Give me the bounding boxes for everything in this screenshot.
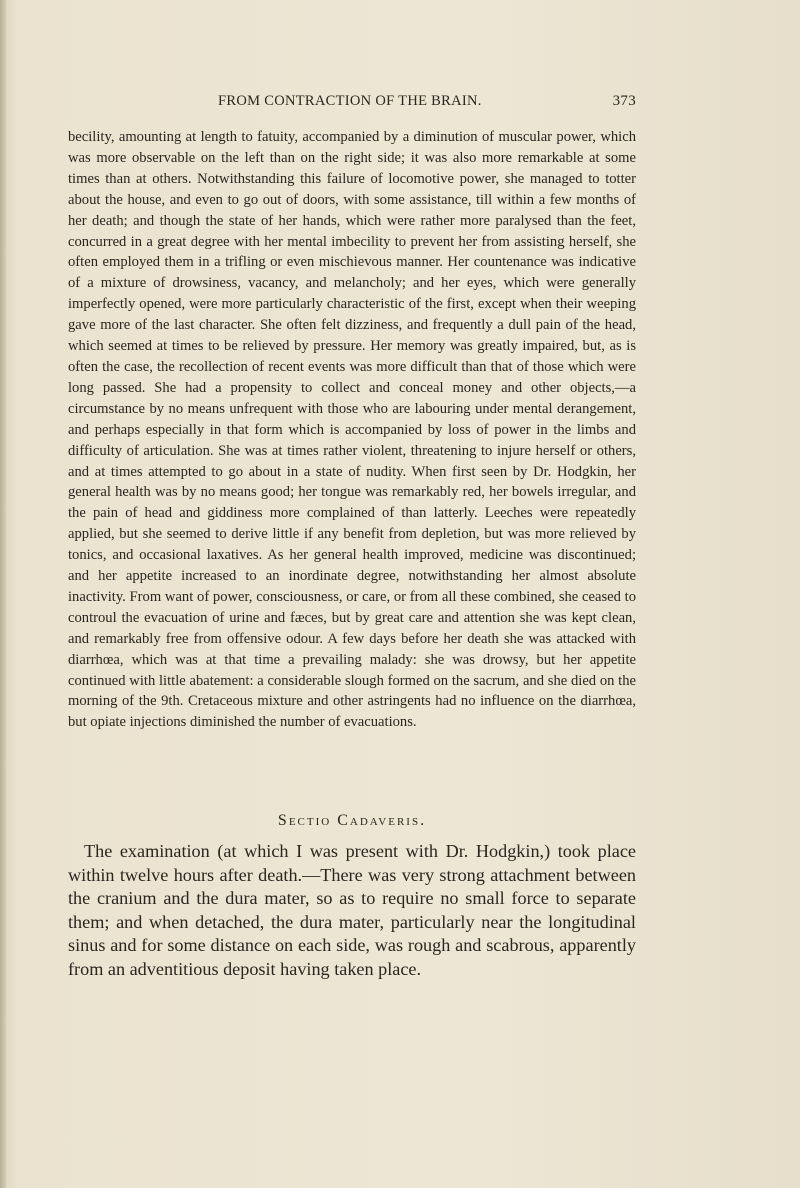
main-text-block (68, 127, 636, 733)
page-gutter-shadow (0, 0, 6, 1188)
running-title: FROM CONTRACTION OF THE BRAIN. (218, 93, 482, 109)
examination-paragraph: The examination (at which I was present with Dr. Hodgkin,) took place within twelve hours after death.—There was very strong attachment between the cranium and the dura mater, so as to require no small force to separate them; and when detached, the dura mater, particularly near the longitudinal sinus and for some distance on each side, was rough and scabrous, apparently from an adventitious deposit having taken place. (68, 841, 636, 979)
page-number: 373 (612, 93, 636, 109)
examination-text-block (68, 840, 636, 982)
section-heading: Sectio Cadaveris. (277, 812, 427, 829)
page-header (68, 93, 636, 115)
case-history-paragraph: becility, amounting at length to fatuity, accompanied by a diminution of muscular power, which was more observable on the left than on the right side; it was also more remarkable at some times than at others. Notwithstanding this failure of locomotive power, she managed to totter about the house, and even to go out of doors, with some assistance, till within a few months of her death; and though the state of her hands, which were rather more paralysed than the feet, concurred in a great degree with her mental imbecility to prevent her from assisting herself, she often employed them in a trifling or even mischievous manner. Her countenance was indicative of a mixture of drowsiness, vacancy, and melancholy; and her eyes, which were generally imperfectly opened, were more particularly characteristic of the first, except when their weeping gave more of the last character. She often felt dizziness, and frequently a dull pain of the head, which seemed at times to be relieved by pressure. Her memory was greatly impaired, but, as is often the case, the recollection of recent events was more difficult than that of those which were long passed. She had a propensity to collect and conceal money and other objects,—a circumstance by no means unfrequent with those who are labouring under mental derangement, and perhaps especially in that form which is accompanied by loss of power in the limbs and difficulty of articulation. She was at times rather violent, threatening to injure herself or others, and at times attempted to go about in a state of nudity. When first seen by Dr. Hodgkin, her general health was by no means good; her tongue was remarkably red, her bowels irregular, and the pain of head and giddiness more complained of than latterly. Leeches were repeatedly applied, but she seemed to derive little if any benefit from depletion, but was more relieved by tonics, and occasional laxatives. As her general health improved, medicine was discontinued; and her appetite increased to an inordinate degree, notwithstanding her almost absolute inactivity. From want of power, consciousness, or care, or from all these combined, she ceased to controul the evacuation of urine and fæces, but by great care and attention she was kept clean, and remarkably free from offensive odour. A few days before her death she was attacked with diarrhœa, which was at that time a prevailing malady: she was drowsy, but her appetite continued with little abatement: a considerable slough formed on the sacrum, and she died on the morning of the 9th. Cretaceous mixture and other astringents had no influence on the diarrhœa, but opiate injections diminished the number of evacuations. (68, 129, 636, 731)
